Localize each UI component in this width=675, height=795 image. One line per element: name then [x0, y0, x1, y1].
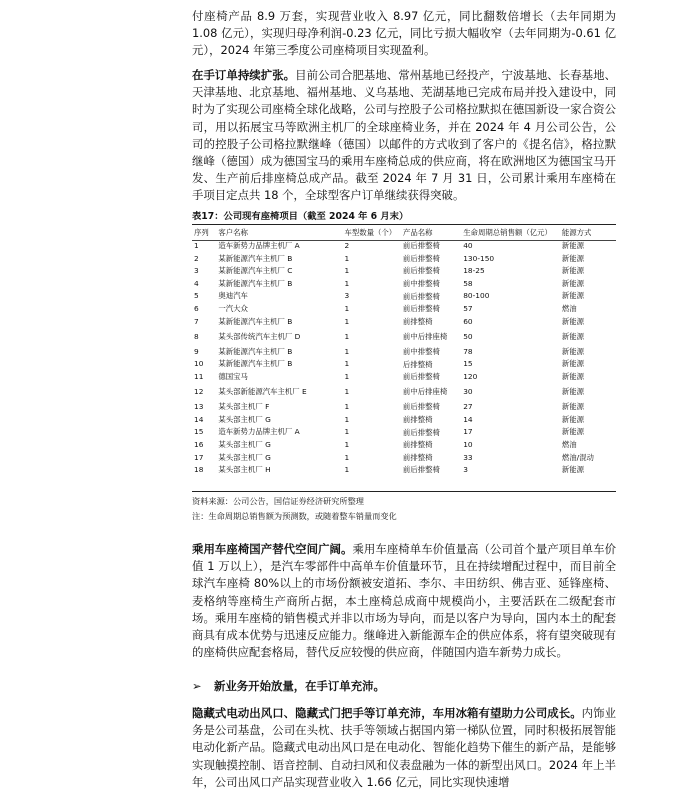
cell-product: 后排整椅 [402, 359, 433, 369]
paragraph-lead: 在手订单持续扩张。 [192, 68, 296, 82]
cell-lifecycle-sales: 120 [463, 371, 478, 381]
cell-model-count: 1 [344, 439, 350, 449]
cell-product: 前后排整椅 [402, 253, 440, 263]
cell-customer: 某头部主机厂 H [218, 465, 271, 475]
paragraph-new-products [192, 705, 616, 791]
cell-model-count: 1 [344, 465, 350, 475]
table-row [192, 426, 616, 439]
cell-lifecycle-sales: 14 [463, 414, 473, 424]
cell-model-count: 1 [344, 414, 350, 424]
paragraph-text: 目前公司合肥基地、常州基地已经投产，宁波基地、长春基地、天津基地、北京基地、福州基地、义乌基地、芜湖基地已完成布局并投入建设中，同时为了实现公司座椅全球化战略，公司与控股子公司格拉默拟在德国新设一家合资公司，用以拓展宝马等欧洲主机厂的全球座椅业务，并在 2024 年 4 月公司公告，公司的控股子公司格拉默继峰（德国）以邮件的方式收到了客户的《提名信》，格拉默继峰（德国）成为德国宝马的乘用车座椅总成的供应商，将在欧洲地区为德国宝马开发、生产前后排座椅总成产品。截至 2024 年 7 月 31 日，公司累计乘用车座椅在手项目定点共 18 个，全球型客户订单继续获得突破。 [192, 68, 616, 203]
cell-model-count: 3 [344, 291, 350, 301]
cell-model-count: 1 [344, 331, 350, 341]
paragraph-seat-revenue [192, 8, 616, 60]
table-header-row [192, 226, 616, 240]
cell-model-count: 1 [344, 359, 350, 369]
table-source-note: 资料来源：公司公告，国信证券经济研究所整理 [192, 496, 364, 506]
cell-product: 前后排整椅 [402, 291, 440, 301]
cell-product: 前中排整椅 [402, 278, 440, 288]
cell-energy: 新能源 [561, 291, 584, 301]
table-row [192, 384, 616, 402]
table-footnote: 注：生命周期总销售额为预测数，或随着整车销量而变化 [192, 511, 397, 521]
cell-product: 前中后排座椅 [402, 331, 448, 341]
cell-model-count: 1 [344, 346, 350, 356]
cell-model-count: 1 [344, 253, 350, 263]
cell-customer: 某新能源汽车主机厂 B [218, 316, 293, 326]
table-row [192, 253, 616, 266]
cell-energy: 新能源 [561, 331, 584, 341]
cell-index: 14 [194, 414, 204, 424]
table-body [192, 240, 616, 477]
header-energy: 能源方式 [561, 227, 592, 237]
cell-energy: 新能源 [561, 316, 584, 326]
cell-energy: 新能源 [561, 253, 584, 263]
table-row [192, 371, 616, 384]
cell-index: 3 [194, 266, 199, 276]
cell-customer: 某新能源汽车主机厂 B [218, 359, 293, 369]
cell-energy: 燃油 [561, 304, 577, 314]
cell-energy: 燃油/混动 [561, 452, 594, 462]
paragraph-text: 付座椅产品 8.9 万套，实现营业收入 8.97 亿元，同比翻数倍增长（去年同期为 1.08 亿元），实现归母净利润-0.23 亿元，同比亏损大幅收窄（去年同期为-0.61 亿元），2024 年第三季度公司座椅项目实现盈利。 [192, 9, 616, 58]
cell-customer: 某新能源汽车主机厂 C [218, 266, 293, 276]
cell-customer: 德国宝马 [218, 371, 248, 381]
cell-energy: 燃油 [561, 439, 577, 449]
cell-index: 16 [194, 439, 204, 449]
cell-lifecycle-sales: 17 [463, 427, 473, 437]
cell-customer: 某头部主机厂 F [218, 402, 270, 412]
cell-product: 前后排整椅 [402, 465, 440, 475]
section-heading-new-business [192, 678, 385, 694]
paragraph-text: 乘用车座椅单车价值量高（公司首个量产项目单车价值 1 万以上），是汽车零部件中高单车价值量环节，且在持续增配过程中，而目前全球汽车座椅 80%以上的市场份额被安道拓、李尔、丰田纺织、佛吉亚、延锋座椅、麦格纳等座椅生产商所占据，本土座椅总成商中规模尚小，主要活跃在二级配套市场。乘用车座椅的销售模式并非以市场为导向，而是以客户为导向，国内本土的配套商具有成本优势与迅速反应能力。继峰进入新能源车企的供应体系，将有望突破现有的座椅供应配套格局，替代反应较慢的供应商，伴随国内造车新势力成长。 [192, 542, 616, 660]
cell-lifecycle-sales: 57 [463, 304, 473, 314]
cell-index: 9 [194, 346, 199, 356]
table-row [192, 290, 616, 303]
cell-lifecycle-sales: 15 [463, 359, 473, 369]
cell-index: 17 [194, 452, 204, 462]
table-row [192, 464, 616, 477]
cell-product: 前后排整椅 [402, 266, 440, 276]
cell-energy: 新能源 [561, 387, 584, 397]
cell-customer: 一汽大众 [218, 304, 248, 314]
cell-model-count: 1 [344, 371, 350, 381]
table-row [192, 316, 616, 329]
table-row [192, 240, 616, 253]
header-product: 产品名称 [402, 227, 433, 237]
table-row [192, 303, 616, 316]
cell-index: 7 [194, 316, 199, 326]
table-row [192, 452, 616, 465]
cell-customer: 造车新势力品牌主机厂 A [218, 241, 300, 251]
cell-product: 前排整椅 [402, 414, 433, 424]
table-row [192, 328, 616, 346]
cell-index: 15 [194, 427, 204, 437]
cell-lifecycle-sales: 3 [463, 465, 468, 475]
cell-lifecycle-sales: 33 [463, 452, 473, 462]
paragraph-lead: 乘用车座椅国产替代空间广阔。 [192, 542, 353, 556]
paragraph-lead: 隐藏式电动出风口、隐藏式门把手等订单充沛，车用冰箱有望助力公司成长。 [192, 706, 582, 720]
cell-index: 18 [194, 465, 204, 475]
cell-lifecycle-sales: 78 [463, 346, 473, 356]
cell-product: 前排整椅 [402, 452, 433, 462]
paragraph-domestic-substitution [192, 541, 616, 661]
cell-index: 13 [194, 402, 204, 412]
arrow-bullet-icon: ➢ [192, 679, 202, 693]
cell-index: 8 [194, 331, 199, 341]
cell-product: 前后排整椅 [402, 402, 440, 412]
cell-model-count: 1 [344, 316, 350, 326]
cell-index: 2 [194, 253, 199, 263]
cell-lifecycle-sales: 50 [463, 331, 473, 341]
cell-energy: 新能源 [561, 465, 584, 475]
seat-projects-table [192, 226, 616, 477]
cell-index: 11 [194, 371, 204, 381]
table-bottom-rule [192, 491, 616, 492]
cell-customer: 造车新势力品牌主机厂 A [218, 427, 300, 437]
cell-lifecycle-sales: 80-100 [463, 291, 490, 301]
cell-customer: 某头部主机厂 G [218, 452, 271, 462]
cell-index: 1 [194, 241, 199, 251]
cell-product: 前后排整椅 [402, 427, 440, 437]
cell-model-count: 1 [344, 402, 350, 412]
cell-customer: 奥迪汽车 [218, 291, 248, 301]
cell-product: 前后排整椅 [402, 304, 440, 314]
cell-model-count: 2 [344, 241, 350, 251]
cell-product: 前排整椅 [402, 440, 433, 450]
cell-energy: 新能源 [561, 278, 584, 288]
cell-index: 12 [194, 387, 204, 397]
paragraph-orders [192, 67, 616, 205]
cell-product: 前后排整椅 [402, 241, 440, 251]
table-row [192, 401, 616, 414]
paragraph-text: 内饰业务是公司基盘，公司在头枕、扶手等领域占据国内第一梯队位置，同时积极拓展智能电动化新产品。隐藏式电动出风口是在电动化、智能化趋势下催生的新产品，是能够实现触摸控制、语音控制、自动扫风和仪表盘融为一体的新型出风口。2024 年上半年，公司出风口产品实现营业收入 1.66 亿元，同比实现快速增 [192, 706, 616, 789]
cell-lifecycle-sales: 40 [463, 241, 473, 251]
cell-customer: 某头部主机厂 G [218, 439, 271, 449]
cell-customer: 某头部主机厂 G [218, 414, 271, 424]
cell-index: 10 [194, 359, 204, 369]
cell-lifecycle-sales: 30 [463, 387, 473, 397]
cell-lifecycle-sales: 18-25 [463, 266, 485, 276]
cell-lifecycle-sales: 130-150 [463, 253, 495, 263]
cell-product: 前中排整椅 [402, 346, 440, 356]
cell-customer: 某新能源汽车主机厂 B [218, 346, 293, 356]
cell-lifecycle-sales: 60 [463, 316, 473, 326]
header-customer: 客户名称 [218, 227, 248, 237]
cell-product: 前排整椅 [402, 316, 433, 326]
cell-energy: 新能源 [561, 346, 584, 356]
cell-index: 4 [194, 278, 199, 288]
cell-index: 6 [194, 304, 199, 314]
cell-energy: 新能源 [561, 427, 584, 437]
table-row [192, 439, 616, 452]
cell-model-count: 1 [344, 427, 350, 437]
header-lifecycle-sales: 生命周期总销售额（亿元） [463, 227, 552, 237]
table-top-rule [192, 224, 616, 225]
section-heading-text: 新业务开始放量，在手订单充沛。 [214, 679, 385, 693]
cell-customer: 某头部传统汽车主机厂 D [218, 331, 301, 341]
table-row [192, 414, 616, 427]
cell-energy: 新能源 [561, 371, 584, 381]
cell-energy: 新能源 [561, 359, 584, 369]
cell-energy: 新能源 [561, 402, 584, 412]
cell-product: 前中后排座椅 [402, 387, 448, 397]
cell-lifecycle-sales: 10 [463, 439, 473, 449]
cell-model-count: 1 [344, 452, 350, 462]
cell-energy: 新能源 [561, 414, 584, 424]
cell-energy: 新能源 [561, 241, 584, 251]
cell-customer: 某新能源汽车主机厂 B [218, 253, 293, 263]
cell-energy: 新能源 [561, 266, 584, 276]
table-row [192, 278, 616, 291]
table-row [192, 265, 616, 278]
cell-lifecycle-sales: 27 [463, 402, 473, 412]
table-row [192, 358, 616, 371]
cell-model-count: 1 [344, 278, 350, 288]
cell-model-count: 1 [344, 304, 350, 314]
cell-customer: 某头部新能源汽车主机厂 E [218, 387, 307, 397]
cell-product: 前后排整椅 [402, 372, 440, 382]
header-index: 序列 [194, 227, 209, 237]
cell-customer: 某新能源汽车主机厂 B [218, 278, 293, 288]
table-row [192, 346, 616, 359]
cell-lifecycle-sales: 58 [463, 278, 473, 288]
cell-index: 5 [194, 291, 199, 301]
cell-model-count: 1 [344, 387, 350, 397]
table-caption: 表17：公司现有座椅项目（截至 2024 年 6 月末） [192, 211, 409, 222]
header-model-count: 车型数量（个） [344, 227, 397, 237]
cell-model-count: 1 [344, 266, 350, 276]
